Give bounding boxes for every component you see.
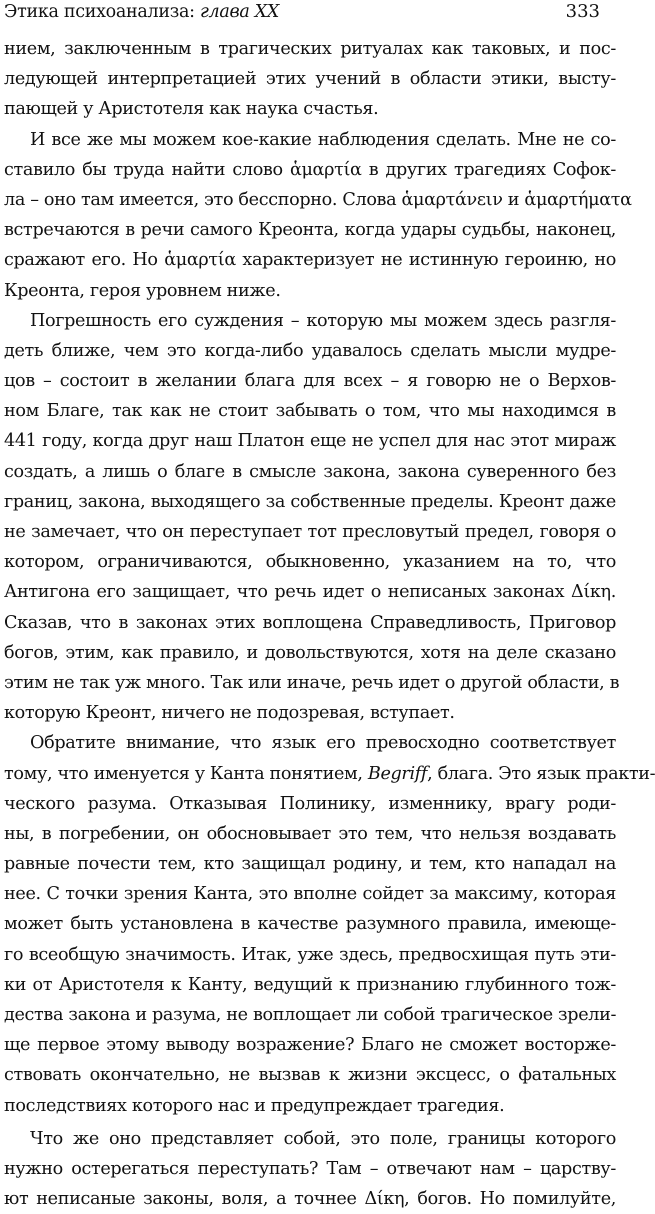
text-line: Обратите внимание, что язык его превосходно соответствует (30, 733, 616, 754)
text-line: ще первое этому выводу возражение? Благо не сможет восторже- (4, 1035, 616, 1056)
text-line: Что же оно представляет собой, это поле, границы которого (30, 1128, 616, 1149)
text-line: сражают его. Но ἁμαρτία характеризует не истинную героиню, но (4, 250, 616, 271)
text-line: встречаются в речи самого Креонта, когда удары судьбы, наконец, (4, 220, 616, 241)
text-line: 441 году, когда друг наш Платон еще не успел для нас этот мираж (4, 431, 616, 452)
text-line: Антигона его защищает, что речь идет о неписаных законах Δίκη. (4, 582, 616, 603)
text-line: ческого разума. Отказывая Полинику, изменнику, врагу роди- (4, 793, 616, 814)
running-title: Этика психоанализа: (4, 2, 200, 22)
text-line: Погрешность его суждения – которую мы можем здесь разгля- (30, 310, 616, 331)
text-line: которую Креонт, ничего не подозревая, вступает. (4, 703, 455, 724)
text-line: пающей у Аристотеля как наука счастья. (4, 99, 379, 120)
text-line: Сказав, что в законах этих воплощена Справедливость, Приговор (4, 612, 616, 633)
text-line: ла – оно там имеется, это бесспорно. Слова ἁμαρτάνειν и ἁμαρτήματα (4, 189, 632, 210)
page-number: 333 (565, 1, 600, 22)
text-line: границ, закона, выходящего за собственные пределы. Креонт даже (4, 491, 616, 512)
text-line: ствовать окончательно, не вызвав к жизни эксцесс, о фатальных (4, 1065, 616, 1086)
text-line: создать, а лишь о благе в смысле закона, закона суверенного без (4, 461, 616, 482)
text-line: ны, в погребении, он обосновывает это тем, что нельзя воздавать (4, 823, 616, 844)
text-line: Креонта, героя уровнем ниже. (4, 280, 281, 301)
text-line: не замечает, что он переступает тот пресловутый предел, говоря о (4, 522, 616, 542)
text-line: может быть установлена в качестве разумного правила, имеюще- (4, 914, 616, 935)
text-line: ставило бы труда найти слово ἁμαρτία в других трагедиях Софок- (4, 159, 616, 180)
text-line: нее. С точки зрения Канта, это вполне сойдет за максиму, которая (4, 884, 616, 905)
text-line: этим не так уж много. Так или иначе, речь идет о другой области, в (4, 672, 620, 693)
emphasized-term: Begriff (367, 763, 428, 784)
text-line: тому, что именуется у Канта понятием, Begriff, блага. Это язык практи- (4, 763, 655, 784)
text-line: ном Благе, так как не стоит забывать о том, что мы находимся в (4, 401, 616, 422)
text-line: И все же мы можем кое-какие наблюдения сделать. Мне не со- (30, 129, 616, 150)
text-line: нужно остерегаться переступать? Там – отвечают нам – царству- (4, 1158, 616, 1179)
text-line: последствиях которого нас и предупреждает трагедия. (4, 1095, 505, 1116)
running-header (4, 0, 279, 24)
text-line: ки от Аристотеля к Канту, ведущий к признанию глубинного тож- (4, 974, 616, 995)
text-line: равные почести тем, кто защищал родину, и тем, кто нападал на (4, 854, 616, 875)
chapter-label: глава XX (199, 2, 280, 22)
text-line: богов, этим, как правило, и довольствуются, хотя на деле сказано (4, 642, 616, 663)
text-line: дества закона и разума, не воплощает ли собой трагическое зрели- (4, 1005, 617, 1025)
text-line: деть ближе, чем это когда-либо удавалось сделать мысли мудре- (4, 340, 616, 361)
text-line: го всеобщую значимость. Итак, уже здесь, предвосхищая путь эти- (4, 944, 616, 965)
text-line: ют неписаные законы, воля, а точнее Δίκη, богов. Но помилуйте, (4, 1189, 616, 1210)
text-line: нием, заключенным в трагических ритуалах как таковых, и пос- (4, 39, 616, 59)
text-line: котором, ограничиваются, обыкновенно, указанием на то, что (4, 552, 616, 573)
text-line: ледующей интерпретацией этих учений в области этики, высту- (4, 69, 616, 90)
text-line: цов – состоит в желании блага для всех – я говорю не о Верхов- (4, 371, 616, 392)
body-text (4, 34, 655, 1214)
